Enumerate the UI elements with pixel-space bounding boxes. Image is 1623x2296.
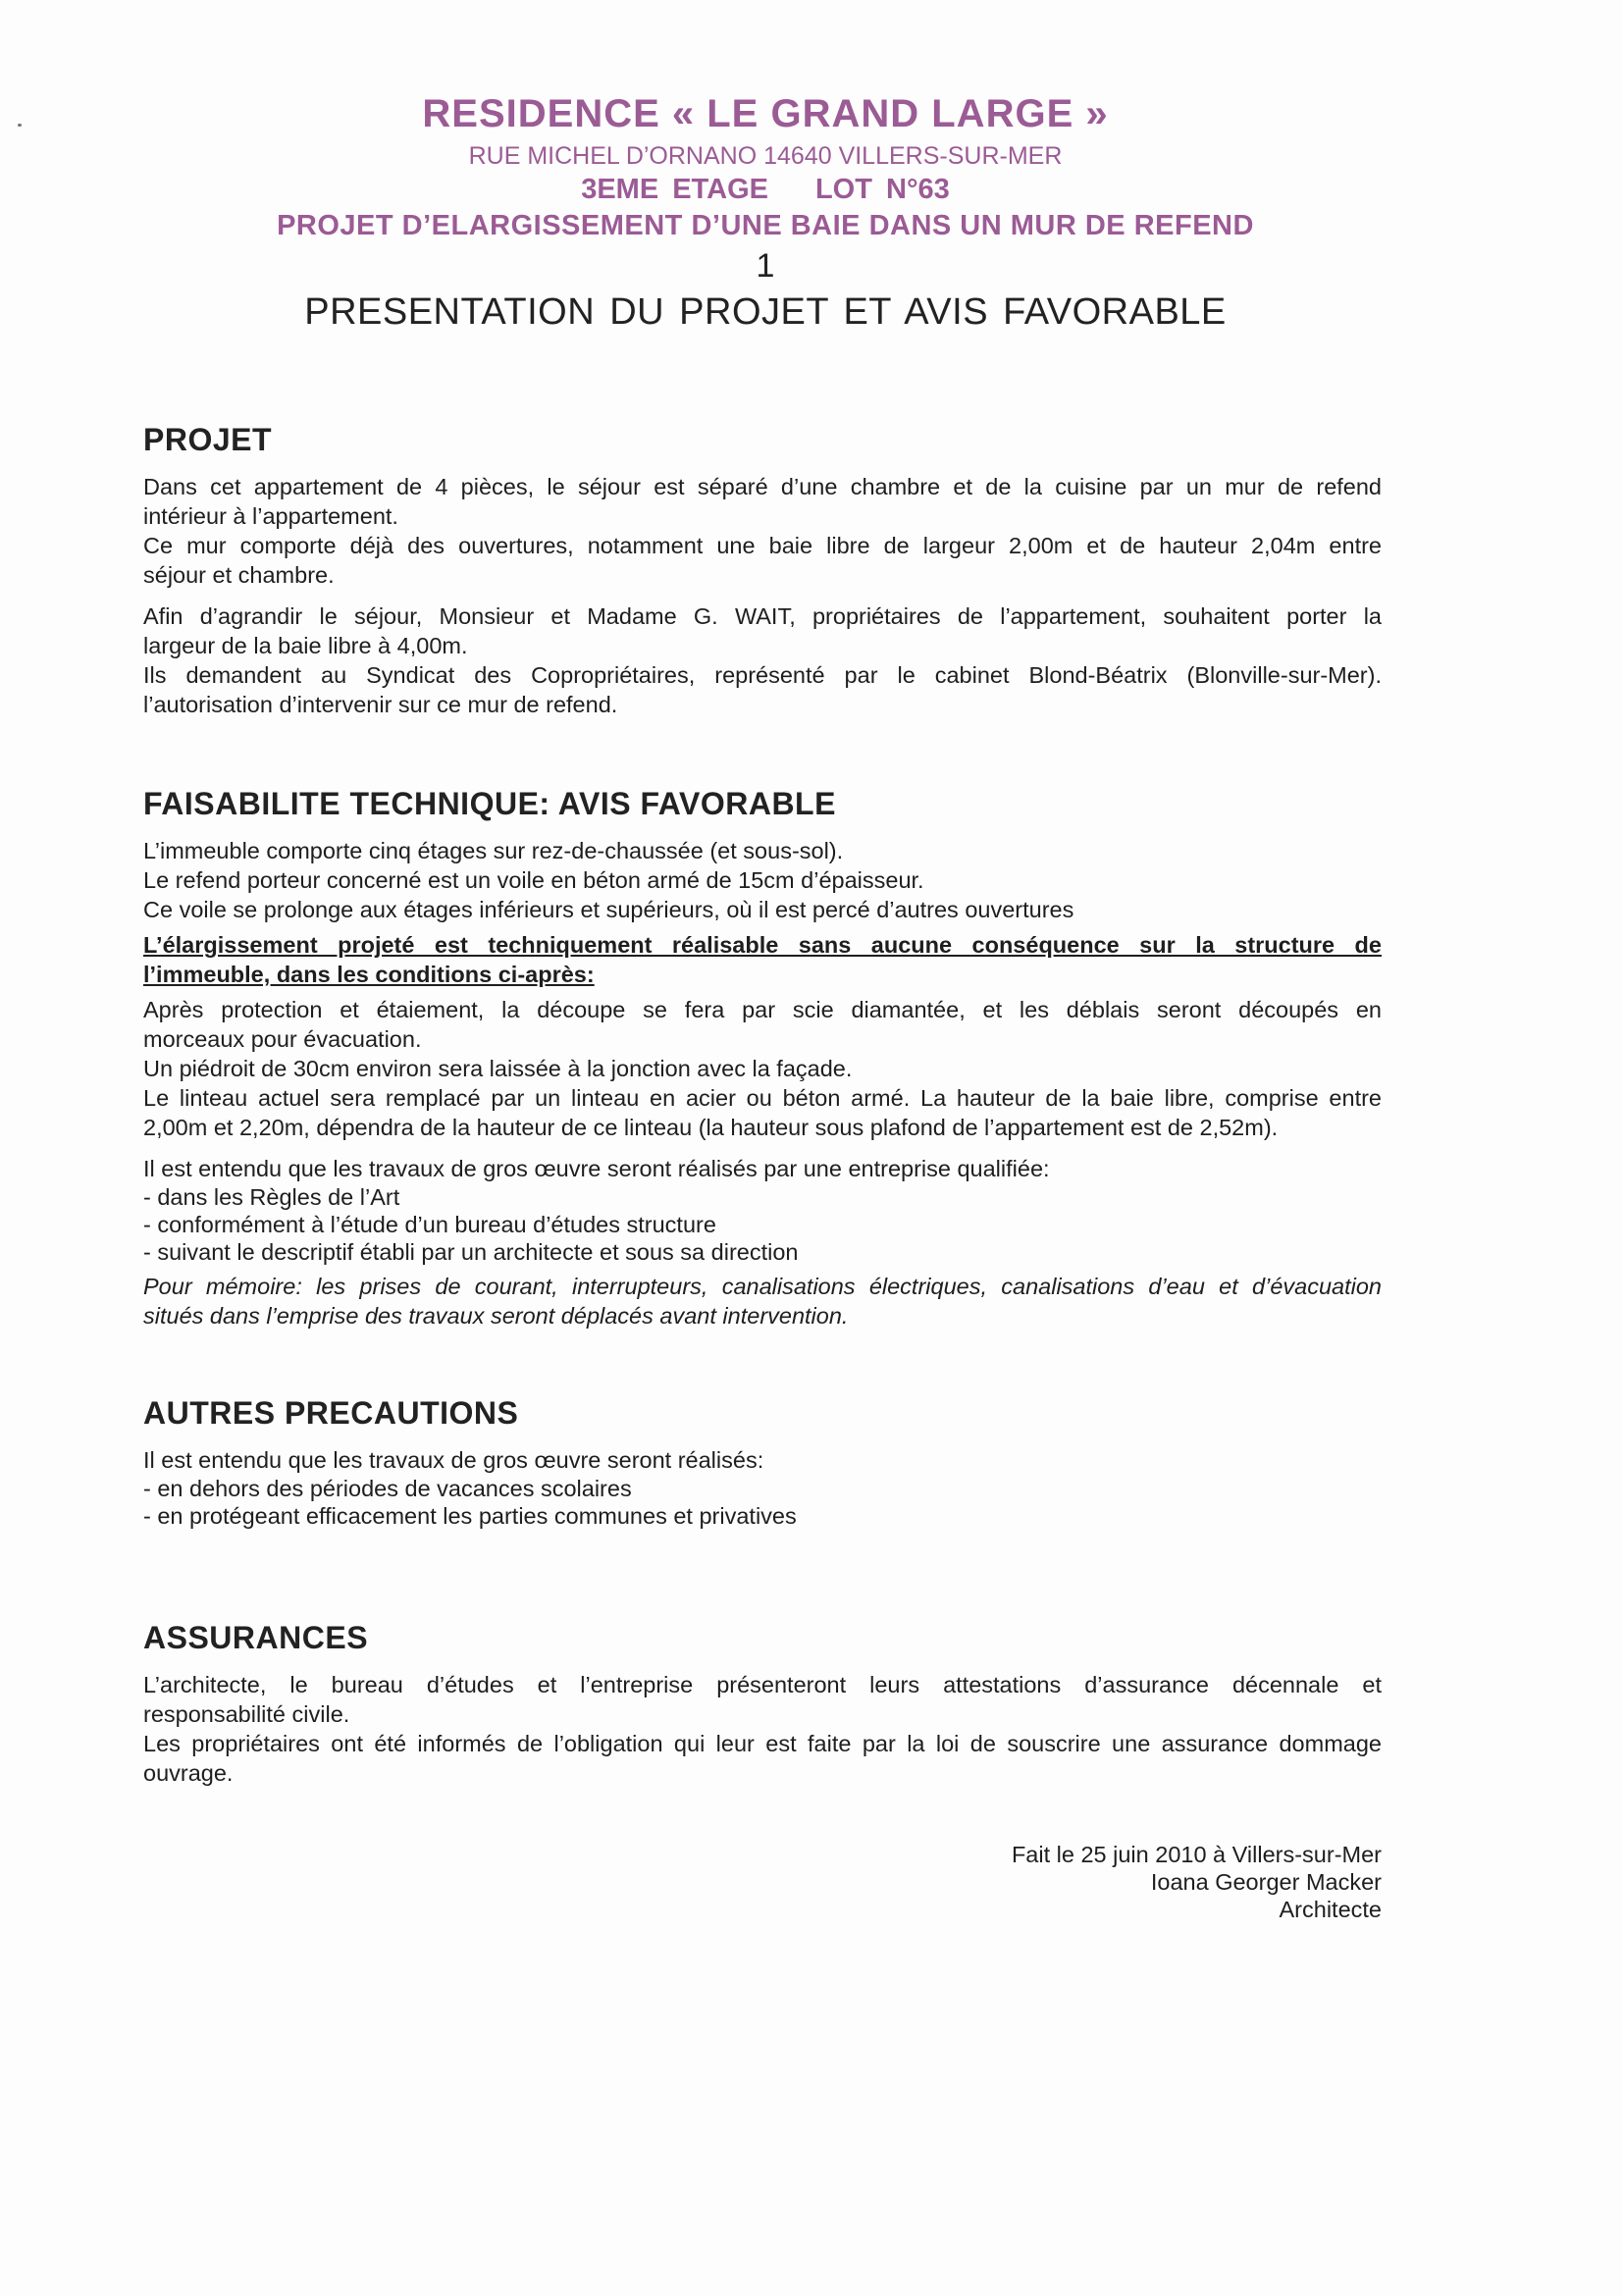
paragraph — [143, 1154, 1382, 1266]
document-body — [143, 422, 1382, 1800]
list-item: - en protégeant efficacement les parties communes et privatives — [143, 1503, 797, 1529]
text-line: Le refend porteur concerné est un voile en béton armé de 15cm d’épaisseur. — [143, 867, 924, 893]
text-line: Dans cet appartement de 4 pièces, le séjour est séparé d’une chambre et de la cuisine par un mur de refend — [143, 474, 1382, 499]
text-line: Pour mémoire: les prises de courant, interrupteurs, canalisations électriques, canalisations d’eau et d’évacuation — [143, 1274, 1382, 1299]
text-line: 2,00m et 2,20m, dépendra de la hauteur de ce linteau (la hauteur sous plafond de l’appartement est de 2,52m). — [143, 1115, 1279, 1140]
section-heading: FAISABILITE TECHNIQUE: AVIS FAVORABLE — [143, 786, 836, 821]
list-item: - dans les Règles de l’Art — [143, 1184, 400, 1210]
text-line: séjour et chambre. — [143, 562, 335, 588]
memo-note — [143, 1272, 1382, 1331]
emphasis-statement — [143, 930, 1382, 989]
text-line: Un piédroit de 30cm environ sera laissée à la jonction avec la façade. — [143, 1056, 853, 1081]
signature-role: Architecte — [1279, 1897, 1382, 1922]
section-heading: ASSURANCES — [143, 1620, 369, 1655]
text-line: Ce mur comporte déjà des ouvertures, notamment une baie libre de largeur 2,00m et de hauteur 2,04m entre — [143, 533, 1382, 558]
paragraph — [143, 995, 1382, 1142]
text-line: Il est entendu que les travaux de gros œuvre seront réalisés par une entreprise qualifiée: — [143, 1156, 1050, 1181]
list-item: - conformément à l’étude d’un bureau d’études structure — [143, 1212, 716, 1237]
text-line: Les propriétaires ont été informés de l’obligation qui leur est faite par la loi de souscrire une assurance dommage — [143, 1731, 1382, 1756]
text-line: Afin d’agrandir le séjour, Monsieur et Madame G. WAIT, propriétaires de l’appartement, souhaitent porter la — [143, 603, 1382, 629]
paragraph — [143, 836, 1382, 924]
signature-block — [1012, 1841, 1382, 1923]
paragraph — [143, 601, 1382, 719]
text-line: Après protection et étaiement, la découpe se fera par scie diamantée, et les déblais seront découpés en — [143, 997, 1382, 1022]
section-faisabilite — [143, 786, 1382, 1331]
text-line: Le linteau actuel sera remplacé par un linteau en acier ou béton armé. La hauteur de la baie libre, comprise entre — [143, 1085, 1382, 1111]
text-line: L’immeuble comporte cinq étages sur rez-de-chaussée (et sous-sol). — [143, 838, 844, 863]
paragraph — [143, 472, 1382, 590]
text-line: largeur de la baie libre à 4,00m. — [143, 633, 468, 658]
text-line: situés dans l’emprise des travaux seront déplacés avant intervention. — [143, 1303, 849, 1329]
signature-date-place: Fait le 25 juin 2010 à Villers-sur-Mer — [1011, 1842, 1382, 1867]
text-line: ouvrage. — [143, 1760, 234, 1786]
text-line: Ce voile se prolonge aux étages inférieurs et supérieurs, où il est percé d’autres ouvertures — [143, 897, 1074, 922]
section-assurances — [143, 1620, 1382, 1788]
project-title: PROJET D’ELARGISSEMENT D’UNE BAIE DANS UN MUR DE REFEND — [277, 210, 1254, 241]
page-number: 1 — [756, 247, 775, 285]
section-projet — [143, 422, 1382, 719]
text-line: l’autorisation d’intervenir sur ce mur de refend. — [143, 692, 618, 717]
floor-lot-line — [0, 172, 1531, 208]
residence-address: RUE MICHEL D’ORNANO 14640 VILLERS-SUR-MER — [468, 142, 1063, 170]
text-line: morceaux pour évacuation. — [143, 1026, 422, 1052]
text-line: Il est entendu que les travaux de gros œuvre seront réalisés: — [143, 1447, 764, 1473]
signature-name: Ioana Georger Macker — [1150, 1869, 1382, 1895]
lot-label: LOT N°63 — [814, 174, 950, 205]
text-line: L’élargissement projeté est techniquement réalisable sans aucune conséquence sur la structure de — [143, 932, 1382, 958]
section-heading: PROJET — [143, 422, 273, 457]
text-line: intérieur à l’appartement. — [143, 503, 398, 529]
list-item: - suivant le descriptif établi par un architecte et sous sa direction — [143, 1239, 799, 1265]
text-line: L’architecte, le bureau d’études et l’entreprise présenteront leurs attestations d’assurance décennale et — [143, 1672, 1382, 1697]
paragraph — [143, 1445, 1382, 1530]
list-item: - en dehors des périodes de vacances scolaires — [143, 1476, 632, 1501]
floor-label: 3EME ETAGE — [581, 174, 768, 205]
text-line: Ils demandent au Syndicat des Copropriétaires, représenté par le cabinet Blond-Béatrix (Blonville-sur-Mer). — [143, 662, 1382, 688]
paragraph — [143, 1670, 1382, 1788]
presentation-title: PRESENTATION DU PROJET ET AVIS FAVORABLE — [304, 291, 1227, 333]
section-heading: AUTRES PRECAUTIONS — [143, 1395, 519, 1431]
section-precautions — [143, 1395, 1382, 1530]
residence-title: RESIDENCE « LE GRAND LARGE » — [422, 92, 1109, 135]
document-header — [0, 86, 1531, 337]
text-line: l’immeuble, dans les conditions ci-après: — [143, 962, 595, 987]
text-line: responsabilité civile. — [143, 1701, 350, 1727]
